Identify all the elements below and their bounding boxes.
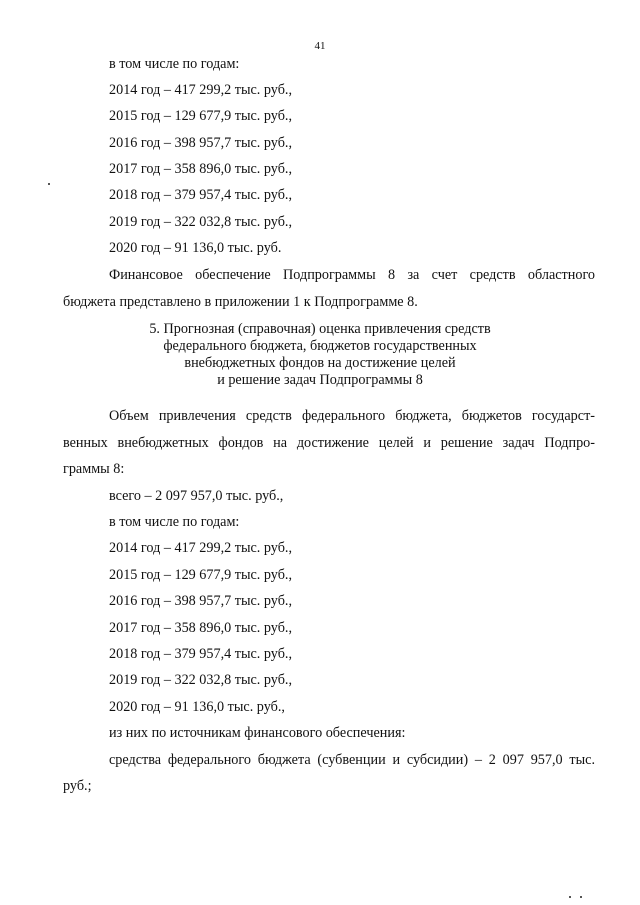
- volume-paragraph-line: граммы 8:: [63, 461, 125, 477]
- volume-paragraph-line: Объем привлечения средств федерального бюджета, бюджетов государст-: [109, 408, 595, 424]
- year-line: 2020 год – 91 136,0 тыс. руб.: [109, 240, 282, 256]
- year-line: 2017 год – 358 896,0 тыс. руб.,: [109, 620, 293, 636]
- year-line: 2016 год – 398 957,7 тыс. руб.,: [109, 135, 293, 151]
- section-heading-line: внебюджетных фондов на достижение целей: [184, 355, 456, 371]
- year-line: 2016 год – 398 957,7 тыс. руб.,: [109, 593, 293, 609]
- section-heading-line: и решение задач Подпрограммы 8: [217, 372, 423, 388]
- year-line: 2020 год – 91 136,0 тыс. руб.,: [109, 699, 285, 715]
- federal-funds-line: средства федерального бюджета (субвенции и субсидии) – 2 097 957,0 тыс.: [109, 752, 595, 768]
- page-number: 41: [314, 40, 326, 52]
- year-line: 2015 год – 129 677,9 тыс. руб.,: [109, 108, 293, 124]
- year-line: 2014 год – 417 299,2 тыс. руб.,: [109, 82, 293, 98]
- years-intro: в том числе по годам:: [109, 56, 240, 72]
- years-intro: в том числе по годам:: [109, 514, 240, 530]
- scan-speck: [580, 896, 582, 898]
- federal-funds-line: руб.;: [63, 778, 92, 794]
- year-line: 2017 год – 358 896,0 тыс. руб.,: [109, 161, 293, 177]
- section-heading-line: 5. Прогнозная (справочная) оценка привлечения средств: [149, 321, 491, 337]
- sources-intro: из них по источникам финансового обеспечения:: [109, 725, 406, 741]
- year-line: 2018 год – 379 957,4 тыс. руб.,: [109, 187, 293, 203]
- volume-paragraph-line: венных внебюджетных фондов на достижение целей и решение задач Подпро-: [63, 435, 595, 451]
- scan-speck: [48, 183, 50, 185]
- year-line: 2018 год – 379 957,4 тыс. руб.,: [109, 646, 293, 662]
- year-line: 2015 год – 129 677,9 тыс. руб.,: [109, 567, 293, 583]
- financing-paragraph-line: Финансовое обеспечение Подпрограммы 8 за счет средств областного: [109, 267, 595, 283]
- total-line: всего – 2 097 957,0 тыс. руб.,: [109, 488, 284, 504]
- financing-paragraph-line: бюджета представлено в приложении 1 к Подпрограмме 8.: [63, 294, 418, 310]
- scan-speck: [569, 896, 571, 898]
- section-heading-line: федерального бюджета, бюджетов государственных: [163, 338, 477, 354]
- year-line: 2014 год – 417 299,2 тыс. руб.,: [109, 540, 293, 556]
- year-line: 2019 год – 322 032,8 тыс. руб.,: [109, 672, 293, 688]
- year-line: 2019 год – 322 032,8 тыс. руб.,: [109, 214, 293, 230]
